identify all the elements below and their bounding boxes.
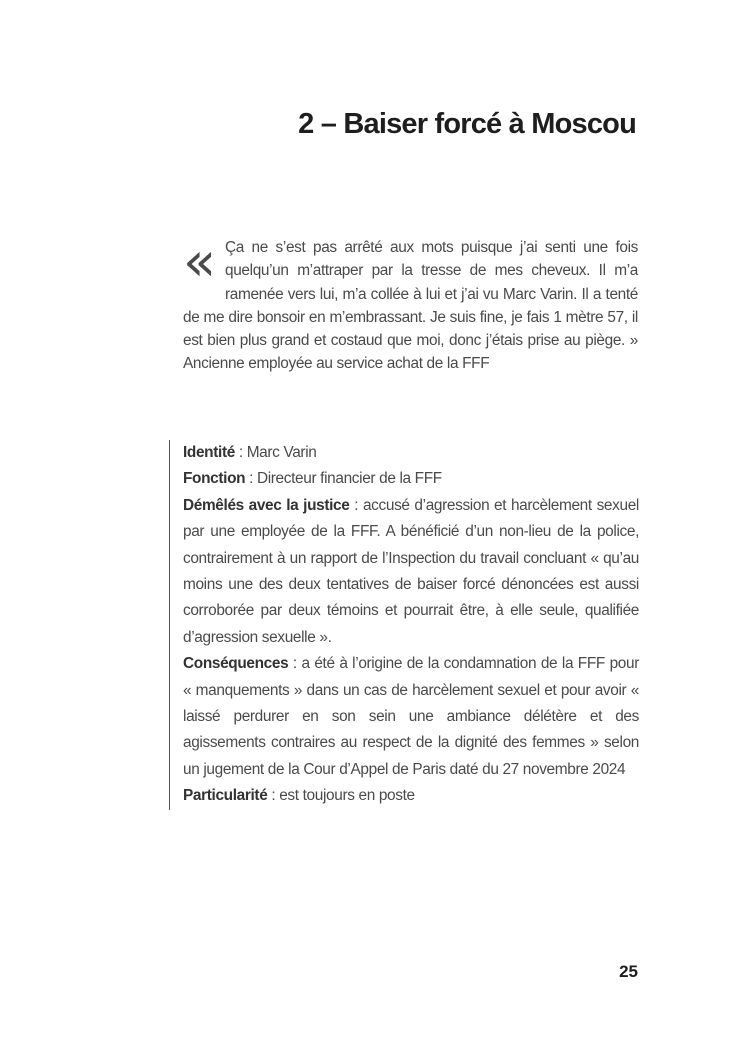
profile-legal-issues	[183, 493, 639, 651]
identity-label: Identité	[183, 444, 235, 461]
profile-consequences	[183, 651, 639, 783]
legal-issues-label: Démêlés avec la justice	[183, 496, 350, 514]
chapter-title: 2 – Baiser forcé à Moscou	[298, 108, 636, 140]
profile-particularity	[183, 783, 639, 809]
page-number: 25	[619, 962, 638, 981]
function-label: Fonction	[183, 470, 246, 488]
profile-sidebar	[169, 440, 639, 810]
legal-issues-value: : accusé d’agression et harcèlement sexuel par une employée de la FFF. A bénéficié d’un non-lieu de la police, contrairement à un rapport de l’Inspection du travail concluant « qu’au moins une des deux tentatives de baiser forcé dénoncées est aussi corroborée par deux témoins et pourrait être, à elle seule, qualifiée d’agression sexuelle ».	[183, 496, 639, 646]
quote-text: Ça ne s’est pas arrêté aux mots puisque j’ai senti une fois quelqu’un m’attraper par la tresse de mes cheveux. Il m’a ramenée vers lui, m’a collée à lui et j’ai vu Marc Varin. Il a tenté de me dire bonsoir en m’embrassant. Je suis fine, je fais 1 mètre 57, il est bien plus grand et costaud que moi, donc j’étais prise au piège. » Ancienne employée au service achat de la FFF	[183, 239, 638, 373]
particularity-label: Particularité	[183, 787, 268, 805]
opening-guillemet: «	[183, 230, 217, 293]
consequences-label: Conséquences	[183, 655, 289, 673]
testimony-quote	[183, 230, 638, 376]
consequences-value: : a été à l’origine de la condamnation de la FFF pour « manquements » dans un cas de harcèlement sexuel et pour avoir « laissé perdurer en son sein une ambiance délétère et des agissements contraires au respect de la dignité des femmes » selon un jugement de la Cour d’Appel de Paris daté du 27 novembre 2024	[183, 655, 639, 778]
particularity-value: : est toujours en poste	[267, 787, 415, 805]
profile-function	[183, 466, 639, 492]
identity-value: : Marc Varin	[234, 444, 317, 461]
function-value: : Directeur financier de la FFF	[245, 470, 442, 488]
profile-identity	[183, 440, 639, 466]
